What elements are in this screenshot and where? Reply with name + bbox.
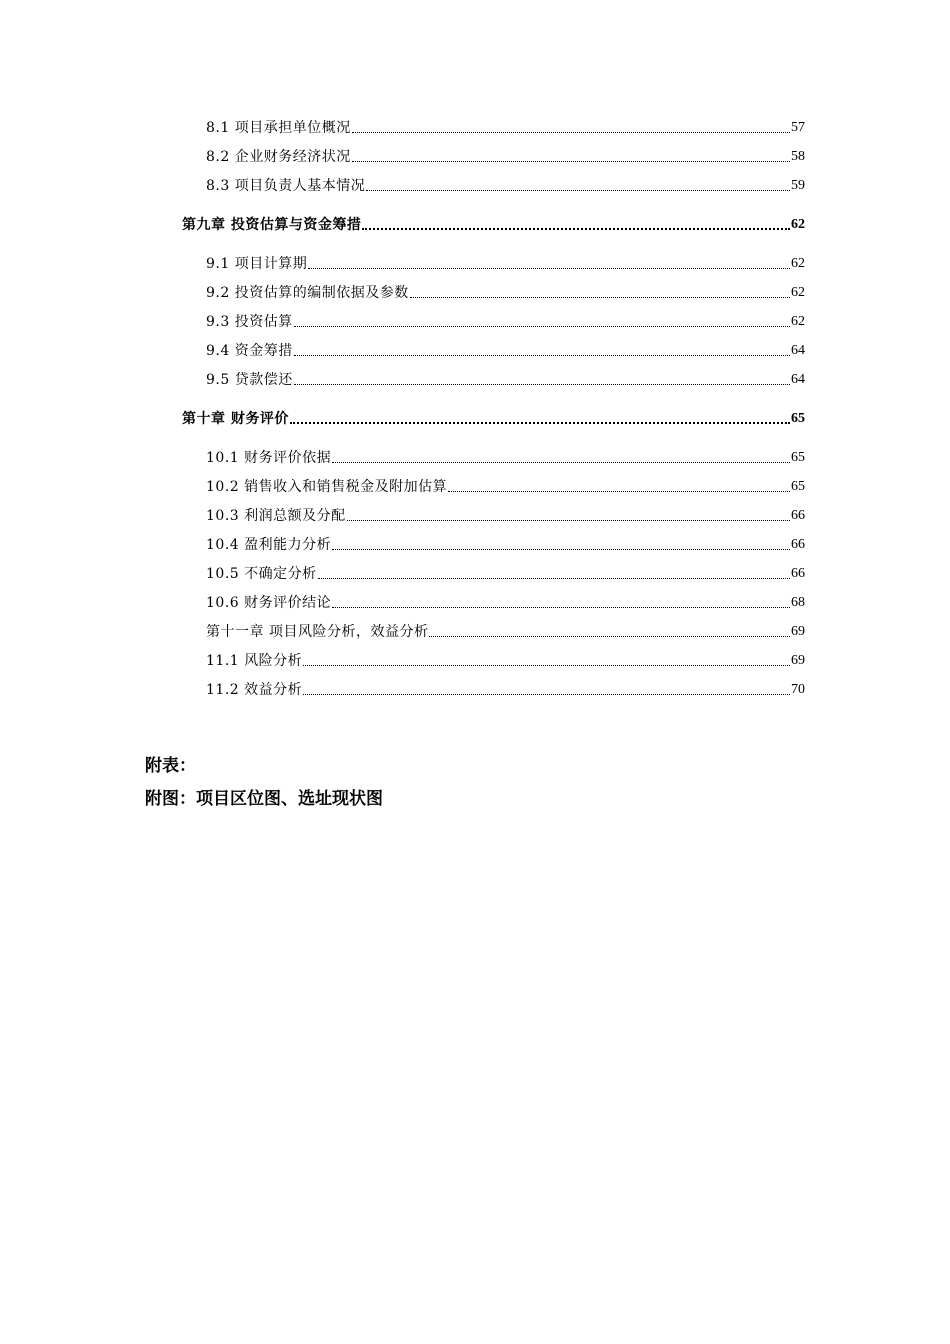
toc-entry-label: 10.4 盈利能力分析 xyxy=(206,537,332,553)
toc-entry-label: 8.1 项目承担单位概况 xyxy=(206,120,351,136)
toc-leader-dots xyxy=(318,578,790,579)
toc-page-number: 62 xyxy=(791,256,805,271)
toc-page-number: 65 xyxy=(791,479,805,494)
toc-entry-9-2[interactable] xyxy=(206,284,805,302)
toc-entry-label: 11.1 风险分析 xyxy=(206,653,303,669)
toc-leader-dots xyxy=(303,694,790,695)
toc-entry-label: 9.2 投资估算的编制依据及参数 xyxy=(206,285,409,301)
toc-page-number: 70 xyxy=(791,682,805,697)
toc-entry-label: 10.6 财务评价结论 xyxy=(206,595,332,611)
toc-leader-dots xyxy=(429,636,790,637)
toc-leader-dots xyxy=(366,190,790,191)
toc-page-number: 66 xyxy=(791,537,805,552)
toc-entry-10-6[interactable] xyxy=(206,594,805,612)
toc-leader-dots xyxy=(448,491,790,492)
toc-entry-8-2[interactable] xyxy=(206,148,805,166)
toc-leader-dots xyxy=(294,384,790,385)
toc-entry-label: 10.3 利润总额及分配 xyxy=(206,508,346,524)
toc-entry-10-5[interactable] xyxy=(206,565,805,583)
appendix-figures-heading: 附图：项目区位图、选址现状图 xyxy=(145,789,383,809)
toc-entry-label: 10.5 不确定分析 xyxy=(206,566,317,582)
toc-entry-label: 8.2 企业财务经济状况 xyxy=(206,149,351,165)
toc-entry-9-4[interactable] xyxy=(206,342,805,360)
toc-page-number: 64 xyxy=(791,372,805,387)
toc-page-number: 57 xyxy=(791,120,805,135)
toc-leader-dots xyxy=(303,665,790,666)
toc-entry-9-3[interactable] xyxy=(206,313,805,331)
toc-leader-dots xyxy=(332,462,790,463)
toc-leader-dots xyxy=(352,132,790,133)
toc-leader-dots xyxy=(347,520,790,521)
toc-entry-label: 11.2 效益分析 xyxy=(206,682,303,698)
toc-entry-label: 10.1 财务评价依据 xyxy=(206,450,332,466)
toc-entry-10-4[interactable] xyxy=(206,536,805,554)
toc-chapter-11[interactable] xyxy=(206,623,805,641)
toc-entry-8-1[interactable] xyxy=(206,119,805,137)
toc-page-number: 68 xyxy=(791,595,805,610)
toc-entry-9-5[interactable] xyxy=(206,371,805,389)
toc-entry-label: 8.3 项目负责人基本情况 xyxy=(206,178,366,194)
toc-entry-11-1[interactable] xyxy=(206,652,805,670)
toc-leader-dots xyxy=(308,268,790,269)
toc-entry-label: 9.1 项目计算期 xyxy=(206,256,308,272)
toc-entry-label: 9.3 投资估算 xyxy=(206,314,293,330)
toc-entry-label: 10.2 销售收入和销售税金及附加估算 xyxy=(206,479,448,495)
toc-page-number: 66 xyxy=(791,566,805,581)
toc-page-number: 69 xyxy=(791,653,805,668)
toc-entry-label: 第十一章 项目风险分析，效益分析 xyxy=(206,624,429,640)
toc-entry-10-2[interactable] xyxy=(206,478,805,496)
toc-leader-dots xyxy=(410,297,790,298)
toc-page-number: 65 xyxy=(791,411,805,426)
toc-leader-dots xyxy=(290,422,790,424)
toc-chapter-10[interactable] xyxy=(182,410,805,428)
toc-entry-10-1[interactable] xyxy=(206,449,805,467)
toc-chapter-label: 第九章 投资估算与资金筹措 xyxy=(182,217,362,233)
toc-entry-label: 9.5 贷款偿还 xyxy=(206,372,293,388)
toc-page-number: 58 xyxy=(791,149,805,164)
toc-leader-dots xyxy=(352,161,790,162)
toc-leader-dots xyxy=(294,355,790,356)
toc-page-number: 62 xyxy=(791,314,805,329)
toc-leader-dots xyxy=(362,228,790,230)
toc-entry-9-1[interactable] xyxy=(206,255,805,273)
toc-entry-11-2[interactable] xyxy=(206,681,805,699)
appendix-tables-heading: 附表： xyxy=(145,756,196,776)
toc-entry-label: 9.4 资金筹措 xyxy=(206,343,293,359)
toc-page-number: 62 xyxy=(791,217,805,232)
toc-leader-dots xyxy=(332,607,790,608)
toc-page-number: 66 xyxy=(791,508,805,523)
toc-chapter-9[interactable] xyxy=(182,216,805,234)
toc-entry-8-3[interactable] xyxy=(206,177,805,195)
toc-page-number: 64 xyxy=(791,343,805,358)
toc-leader-dots xyxy=(332,549,790,550)
toc-page-number: 59 xyxy=(791,178,805,193)
toc-chapter-label: 第十章 财务评价 xyxy=(182,411,289,427)
toc-page-number: 62 xyxy=(791,285,805,300)
toc-page-number: 69 xyxy=(791,624,805,639)
toc-page-number: 65 xyxy=(791,450,805,465)
toc-leader-dots xyxy=(294,326,790,327)
toc-entry-10-3[interactable] xyxy=(206,507,805,525)
